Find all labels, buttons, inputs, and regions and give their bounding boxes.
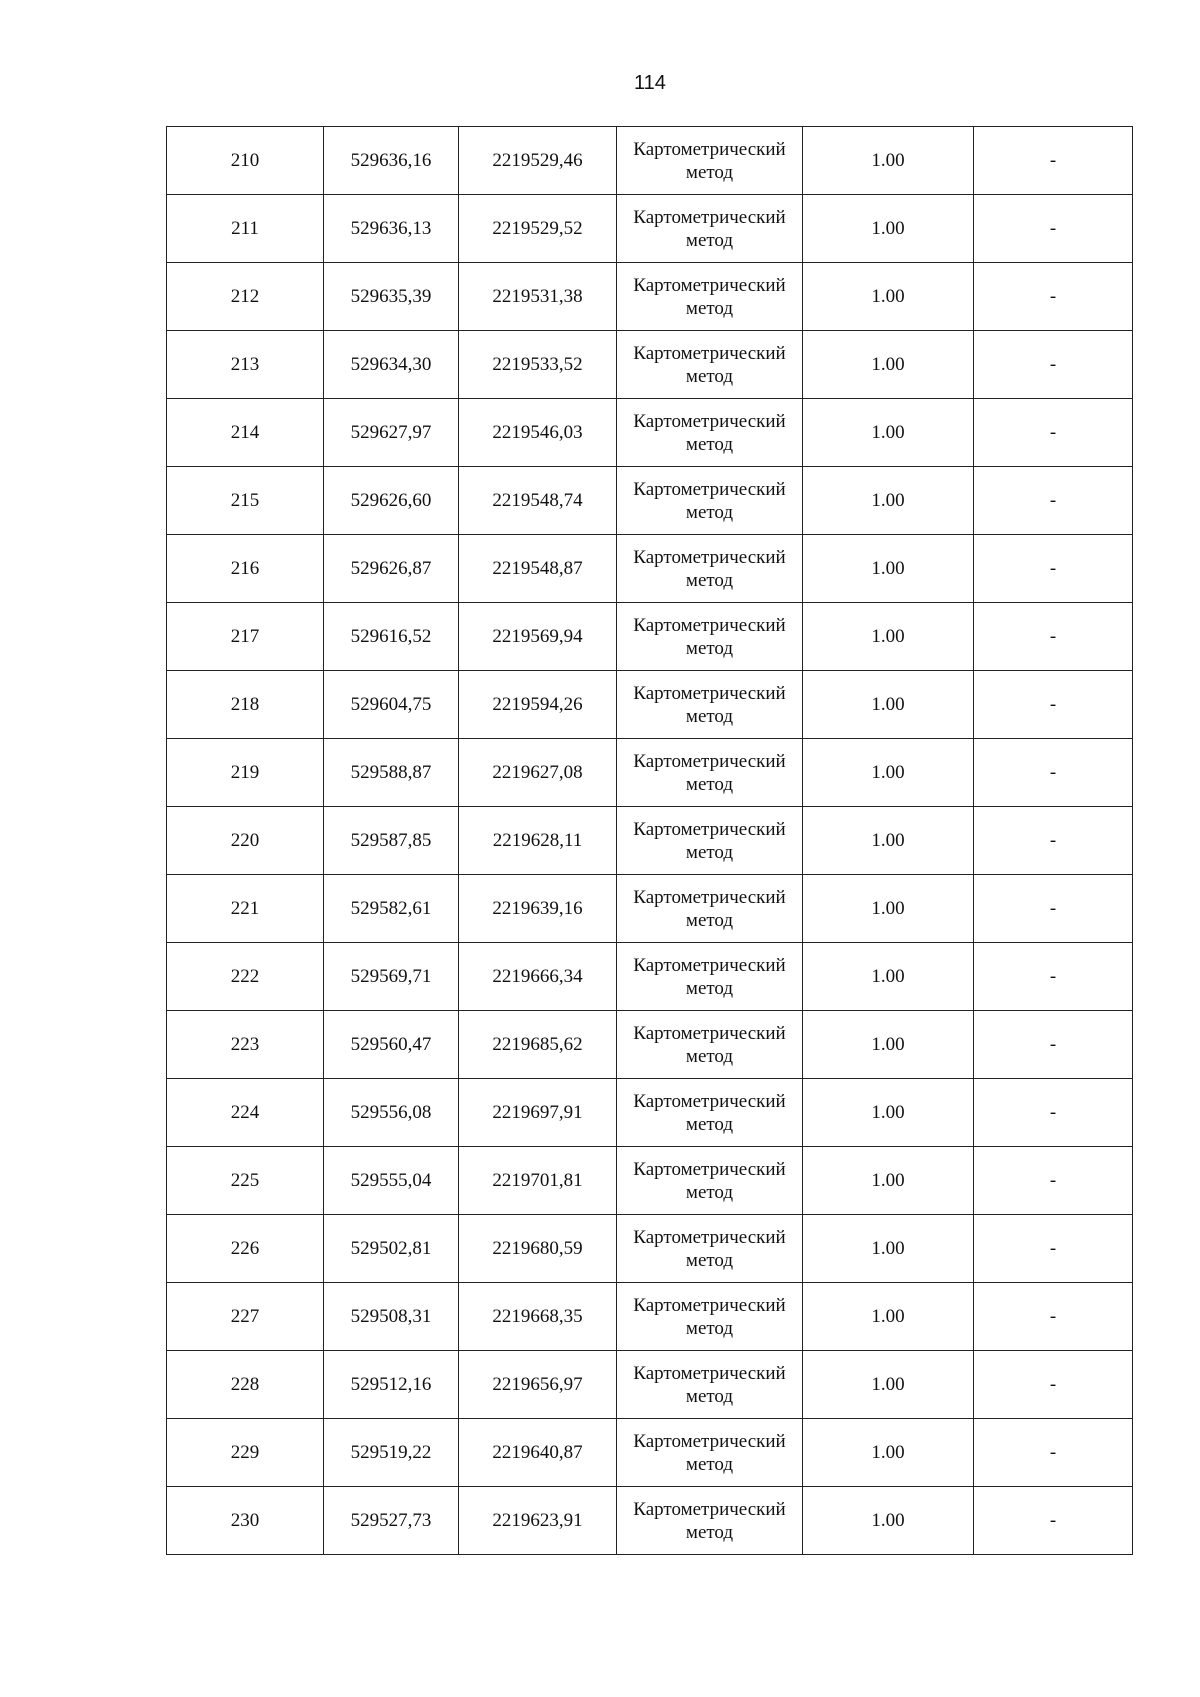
method-text-line: метод <box>685 841 734 863</box>
accuracy-cell: 1.00 <box>803 535 974 603</box>
note-cell: - <box>974 1419 1133 1487</box>
method-cell <box>617 331 803 399</box>
table-row <box>167 1147 1133 1215</box>
method-text-line: Картометрический <box>633 1294 786 1316</box>
accuracy-cell: 1.00 <box>803 1079 974 1147</box>
y-coordinate-cell: 2219697,91 <box>459 1079 617 1147</box>
method-cell <box>617 671 803 739</box>
method-cell <box>617 1079 803 1147</box>
note-cell: - <box>974 1011 1133 1079</box>
method-text-line: метод <box>685 977 734 999</box>
x-coordinate-cell: 529502,81 <box>324 1215 459 1283</box>
method-text-line: Картометрический <box>633 750 786 772</box>
method-cell <box>617 195 803 263</box>
x-coordinate-cell: 529582,61 <box>324 875 459 943</box>
accuracy-cell: 1.00 <box>803 943 974 1011</box>
x-coordinate-cell: 529555,04 <box>324 1147 459 1215</box>
y-coordinate-cell: 2219529,52 <box>459 195 617 263</box>
table-row <box>167 535 1133 603</box>
method-cell <box>617 1011 803 1079</box>
note-cell: - <box>974 739 1133 807</box>
method-text-line: метод <box>685 365 734 387</box>
y-coordinate-cell: 2219623,91 <box>459 1487 617 1555</box>
accuracy-cell: 1.00 <box>803 1487 974 1555</box>
x-coordinate-cell: 529560,47 <box>324 1011 459 1079</box>
method-text-line: Картометрический <box>633 1498 786 1520</box>
point-number-cell: 212 <box>167 263 324 331</box>
y-coordinate-cell: 2219701,81 <box>459 1147 617 1215</box>
x-coordinate-cell: 529627,97 <box>324 399 459 467</box>
method-text-line: метод <box>685 1045 734 1067</box>
method-text-line: метод <box>685 1385 734 1407</box>
note-cell: - <box>974 807 1133 875</box>
note-cell: - <box>974 875 1133 943</box>
method-text-line: метод <box>685 1181 734 1203</box>
y-coordinate-cell: 2219548,87 <box>459 535 617 603</box>
table-row <box>167 671 1133 739</box>
method-text-line: Картометрический <box>633 954 786 976</box>
point-number-cell: 213 <box>167 331 324 399</box>
table-row <box>167 331 1133 399</box>
point-number-cell: 220 <box>167 807 324 875</box>
point-number-cell: 214 <box>167 399 324 467</box>
table-row <box>167 739 1133 807</box>
x-coordinate-cell: 529626,87 <box>324 535 459 603</box>
table-row <box>167 807 1133 875</box>
x-coordinate-cell: 529508,31 <box>324 1283 459 1351</box>
x-coordinate-cell: 529512,16 <box>324 1351 459 1419</box>
method-cell <box>617 807 803 875</box>
table-row <box>167 467 1133 535</box>
y-coordinate-cell: 2219627,08 <box>459 739 617 807</box>
point-number-cell: 218 <box>167 671 324 739</box>
x-coordinate-cell: 529635,39 <box>324 263 459 331</box>
y-coordinate-cell: 2219640,87 <box>459 1419 617 1487</box>
point-number-cell: 225 <box>167 1147 324 1215</box>
x-coordinate-cell: 529527,73 <box>324 1487 459 1555</box>
point-number-cell: 224 <box>167 1079 324 1147</box>
table-row <box>167 1215 1133 1283</box>
table-row <box>167 399 1133 467</box>
accuracy-cell: 1.00 <box>803 399 974 467</box>
method-text-line: Картометрический <box>633 1022 786 1044</box>
y-coordinate-cell: 2219594,26 <box>459 671 617 739</box>
method-cell <box>617 1487 803 1555</box>
table-row <box>167 195 1133 263</box>
x-coordinate-cell: 529616,52 <box>324 603 459 671</box>
x-coordinate-cell: 529588,87 <box>324 739 459 807</box>
page-number <box>0 72 1200 95</box>
method-text-line: Картометрический <box>633 1090 786 1112</box>
method-text-line: метод <box>685 229 734 251</box>
method-cell <box>617 127 803 195</box>
note-cell: - <box>974 1351 1133 1419</box>
method-text-line: метод <box>685 637 734 659</box>
method-cell <box>617 875 803 943</box>
accuracy-cell: 1.00 <box>803 1147 974 1215</box>
method-text-line: Картометрический <box>633 682 786 704</box>
accuracy-cell: 1.00 <box>803 263 974 331</box>
y-coordinate-cell: 2219680,59 <box>459 1215 617 1283</box>
table-row <box>167 1351 1133 1419</box>
page-number-text: 114 <box>634 72 666 94</box>
y-coordinate-cell: 2219548,74 <box>459 467 617 535</box>
method-text-line: метод <box>685 569 734 591</box>
table-row <box>167 1419 1133 1487</box>
table-row <box>167 875 1133 943</box>
y-coordinate-cell: 2219666,34 <box>459 943 617 1011</box>
x-coordinate-cell: 529636,16 <box>324 127 459 195</box>
note-cell: - <box>974 671 1133 739</box>
method-text-line: Картометрический <box>633 410 786 432</box>
x-coordinate-cell: 529634,30 <box>324 331 459 399</box>
method-text-line: метод <box>685 433 734 455</box>
method-text-line: Картометрический <box>633 546 786 568</box>
point-number-cell: 228 <box>167 1351 324 1419</box>
y-coordinate-cell: 2219531,38 <box>459 263 617 331</box>
method-cell <box>617 739 803 807</box>
note-cell: - <box>974 399 1133 467</box>
x-coordinate-cell: 529569,71 <box>324 943 459 1011</box>
table-row <box>167 127 1133 195</box>
method-text-line: Картометрический <box>633 1158 786 1180</box>
table-row <box>167 603 1133 671</box>
note-cell: - <box>974 467 1133 535</box>
point-number-cell: 217 <box>167 603 324 671</box>
method-text-line: Картометрический <box>633 206 786 228</box>
point-number-cell: 227 <box>167 1283 324 1351</box>
accuracy-cell: 1.00 <box>803 1011 974 1079</box>
accuracy-cell: 1.00 <box>803 1283 974 1351</box>
note-cell: - <box>974 195 1133 263</box>
y-coordinate-cell: 2219546,03 <box>459 399 617 467</box>
accuracy-cell: 1.00 <box>803 603 974 671</box>
x-coordinate-cell: 529556,08 <box>324 1079 459 1147</box>
note-cell: - <box>974 1215 1133 1283</box>
method-cell <box>617 467 803 535</box>
accuracy-cell: 1.00 <box>803 127 974 195</box>
method-cell <box>617 1215 803 1283</box>
table-row <box>167 943 1133 1011</box>
note-cell: - <box>974 127 1133 195</box>
point-number-cell: 226 <box>167 1215 324 1283</box>
note-cell: - <box>974 1283 1133 1351</box>
method-text-line: метод <box>685 161 734 183</box>
method-cell <box>617 1147 803 1215</box>
method-text-line: Картометрический <box>633 1226 786 1248</box>
note-cell: - <box>974 943 1133 1011</box>
point-number-cell: 222 <box>167 943 324 1011</box>
method-text-line: Картометрический <box>633 478 786 500</box>
method-text-line: Картометрический <box>633 138 786 160</box>
x-coordinate-cell: 529519,22 <box>324 1419 459 1487</box>
y-coordinate-cell: 2219529,46 <box>459 127 617 195</box>
point-number-cell: 221 <box>167 875 324 943</box>
point-number-cell: 229 <box>167 1419 324 1487</box>
x-coordinate-cell: 529636,13 <box>324 195 459 263</box>
y-coordinate-cell: 2219628,11 <box>459 807 617 875</box>
accuracy-cell: 1.00 <box>803 1215 974 1283</box>
method-text-line: метод <box>685 909 734 931</box>
method-text-line: Картометрический <box>633 886 786 908</box>
accuracy-cell: 1.00 <box>803 875 974 943</box>
note-cell: - <box>974 331 1133 399</box>
y-coordinate-cell: 2219668,35 <box>459 1283 617 1351</box>
coordinates-table <box>166 126 1133 1555</box>
point-number-cell: 210 <box>167 127 324 195</box>
point-number-cell: 219 <box>167 739 324 807</box>
method-cell <box>617 1419 803 1487</box>
method-text-line: метод <box>685 1453 734 1475</box>
point-number-cell: 230 <box>167 1487 324 1555</box>
method-text-line: метод <box>685 705 734 727</box>
method-text-line: метод <box>685 1113 734 1135</box>
accuracy-cell: 1.00 <box>803 195 974 263</box>
note-cell: - <box>974 263 1133 331</box>
point-number-cell: 223 <box>167 1011 324 1079</box>
x-coordinate-cell: 529604,75 <box>324 671 459 739</box>
accuracy-cell: 1.00 <box>803 1351 974 1419</box>
point-number-cell: 216 <box>167 535 324 603</box>
note-cell: - <box>974 1079 1133 1147</box>
method-text-line: метод <box>685 297 734 319</box>
point-number-cell: 211 <box>167 195 324 263</box>
y-coordinate-cell: 2219685,62 <box>459 1011 617 1079</box>
method-cell <box>617 535 803 603</box>
method-text-line: метод <box>685 501 734 523</box>
method-cell <box>617 1283 803 1351</box>
method-text-line: Картометрический <box>633 342 786 364</box>
accuracy-cell: 1.00 <box>803 467 974 535</box>
accuracy-cell: 1.00 <box>803 1419 974 1487</box>
y-coordinate-cell: 2219656,97 <box>459 1351 617 1419</box>
method-text-line: метод <box>685 1249 734 1271</box>
method-text-line: метод <box>685 1317 734 1339</box>
method-cell <box>617 1351 803 1419</box>
method-cell <box>617 603 803 671</box>
note-cell: - <box>974 603 1133 671</box>
note-cell: - <box>974 1487 1133 1555</box>
method-cell <box>617 943 803 1011</box>
method-text-line: метод <box>685 773 734 795</box>
table-row <box>167 263 1133 331</box>
x-coordinate-cell: 529587,85 <box>324 807 459 875</box>
table-row <box>167 1079 1133 1147</box>
coordinates-table-body <box>167 127 1133 1555</box>
method-cell <box>617 399 803 467</box>
method-cell <box>617 263 803 331</box>
y-coordinate-cell: 2219533,52 <box>459 331 617 399</box>
x-coordinate-cell: 529626,60 <box>324 467 459 535</box>
method-text-line: Картометрический <box>633 274 786 296</box>
accuracy-cell: 1.00 <box>803 331 974 399</box>
method-text-line: Картометрический <box>633 614 786 636</box>
y-coordinate-cell: 2219569,94 <box>459 603 617 671</box>
method-text-line: Картометрический <box>633 1430 786 1452</box>
accuracy-cell: 1.00 <box>803 671 974 739</box>
point-number-cell: 215 <box>167 467 324 535</box>
note-cell: - <box>974 1147 1133 1215</box>
table-row <box>167 1011 1133 1079</box>
method-text-line: Картометрический <box>633 1362 786 1384</box>
method-text-line: метод <box>685 1521 734 1543</box>
y-coordinate-cell: 2219639,16 <box>459 875 617 943</box>
table-row <box>167 1283 1133 1351</box>
method-text-line: Картометрический <box>633 818 786 840</box>
table-row <box>167 1487 1133 1555</box>
note-cell: - <box>974 535 1133 603</box>
accuracy-cell: 1.00 <box>803 739 974 807</box>
accuracy-cell: 1.00 <box>803 807 974 875</box>
